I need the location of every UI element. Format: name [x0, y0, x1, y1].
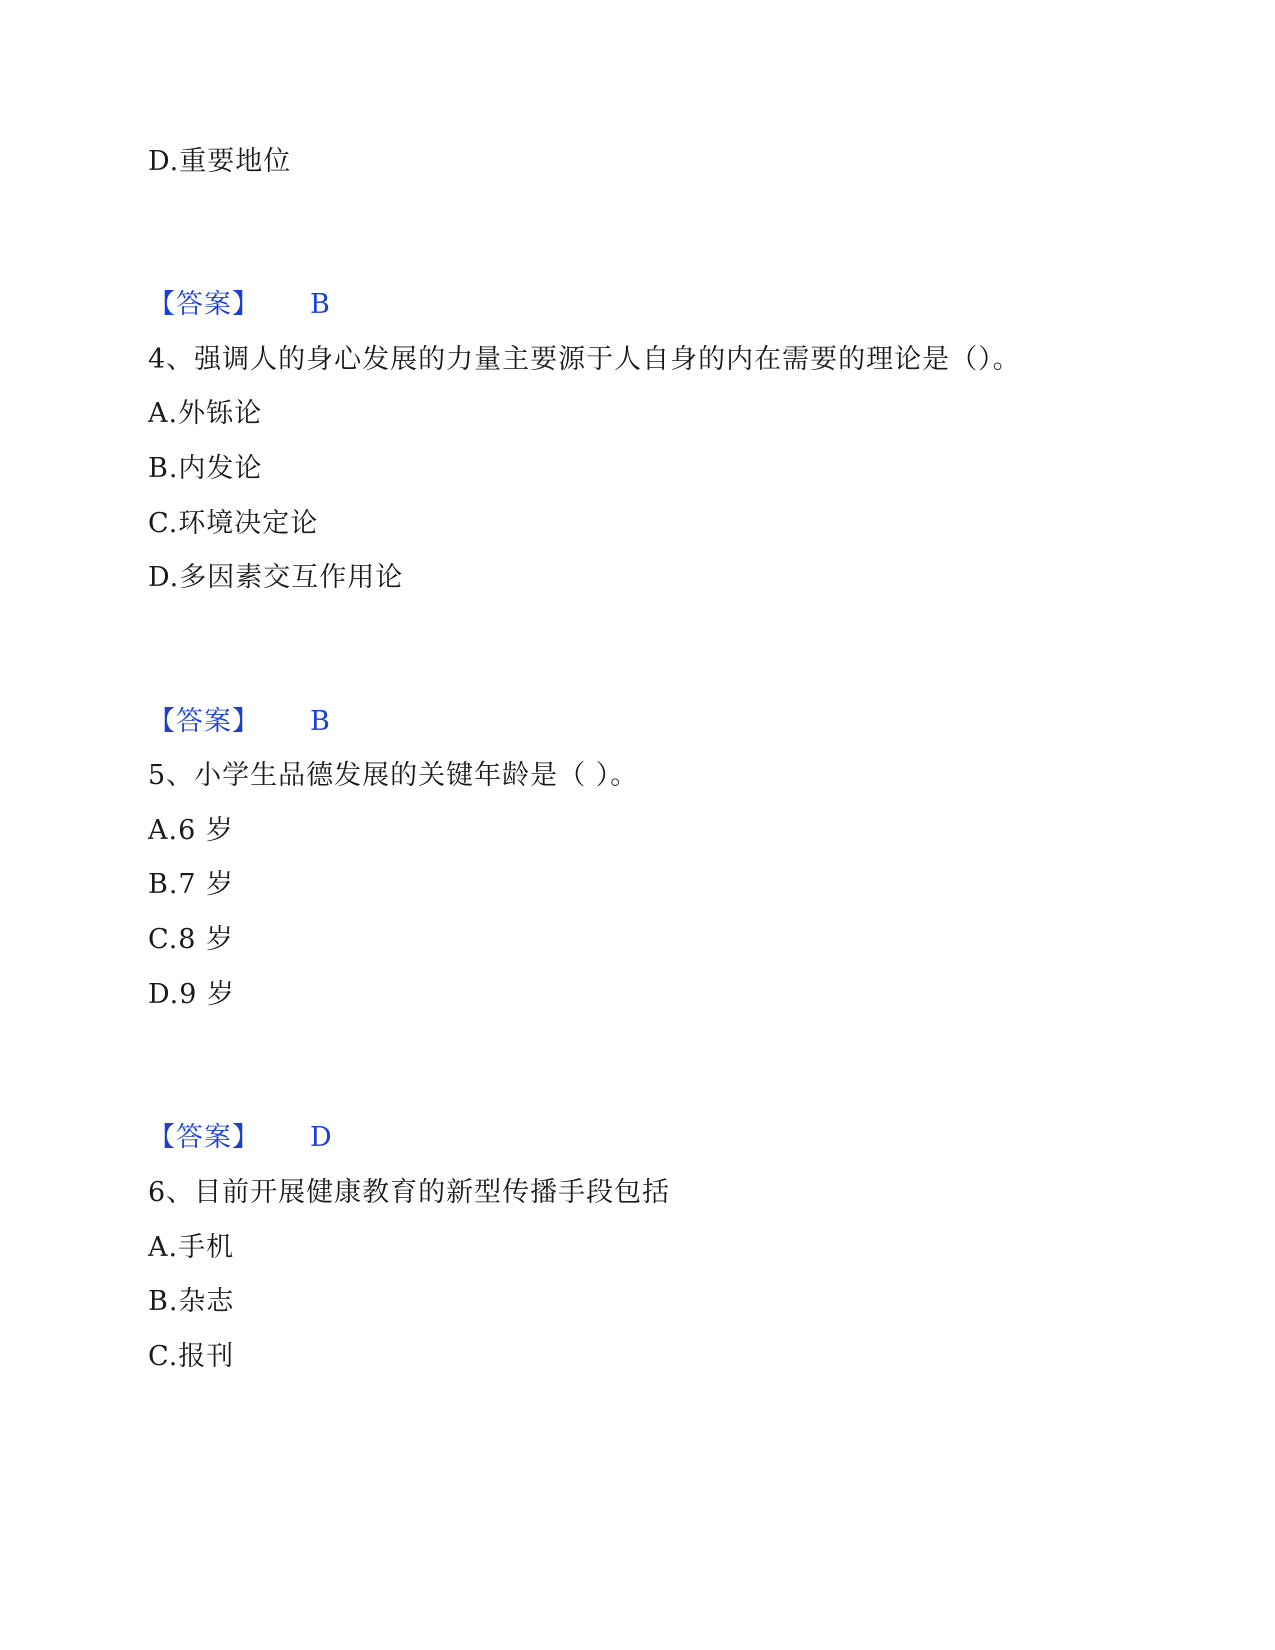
option-d: D.重要地位 [148, 146, 292, 177]
option-d: D.9 岁 [148, 979, 236, 1010]
option-b: B.杂志 [148, 1286, 235, 1317]
answer-line [148, 288, 331, 322]
answer-label: 【答案】 [148, 1122, 260, 1153]
question-6: 6、目前开展健康教育的新型传播手段包括 [148, 1177, 671, 1208]
option-c: C.8 岁 [148, 924, 235, 955]
answer-value: D [310, 1122, 333, 1153]
answer-line [148, 705, 331, 739]
question-4: 4、强调人的身心发展的力量主要源于人自身的内在需要的理论是（）。 [148, 344, 1021, 375]
option-a: A.手机 [148, 1232, 235, 1263]
answer-label: 【答案】 [148, 289, 260, 320]
option-c: C.环境决定论 [148, 508, 319, 539]
option-b: B.7 岁 [148, 869, 235, 900]
answer-value: B [310, 706, 331, 737]
question-5: 5、小学生品德发展的关键年龄是（ ）。 [148, 760, 639, 791]
option-d: D.多因素交互作用论 [148, 562, 404, 593]
option-a: A.外铄论 [148, 398, 263, 429]
answer-value: B [310, 289, 331, 320]
answer-line [148, 1121, 333, 1155]
option-b: B.内发论 [148, 453, 263, 484]
answer-label: 【答案】 [148, 706, 260, 737]
option-c: C.报刊 [148, 1341, 235, 1372]
option-a: A.6 岁 [148, 815, 234, 846]
